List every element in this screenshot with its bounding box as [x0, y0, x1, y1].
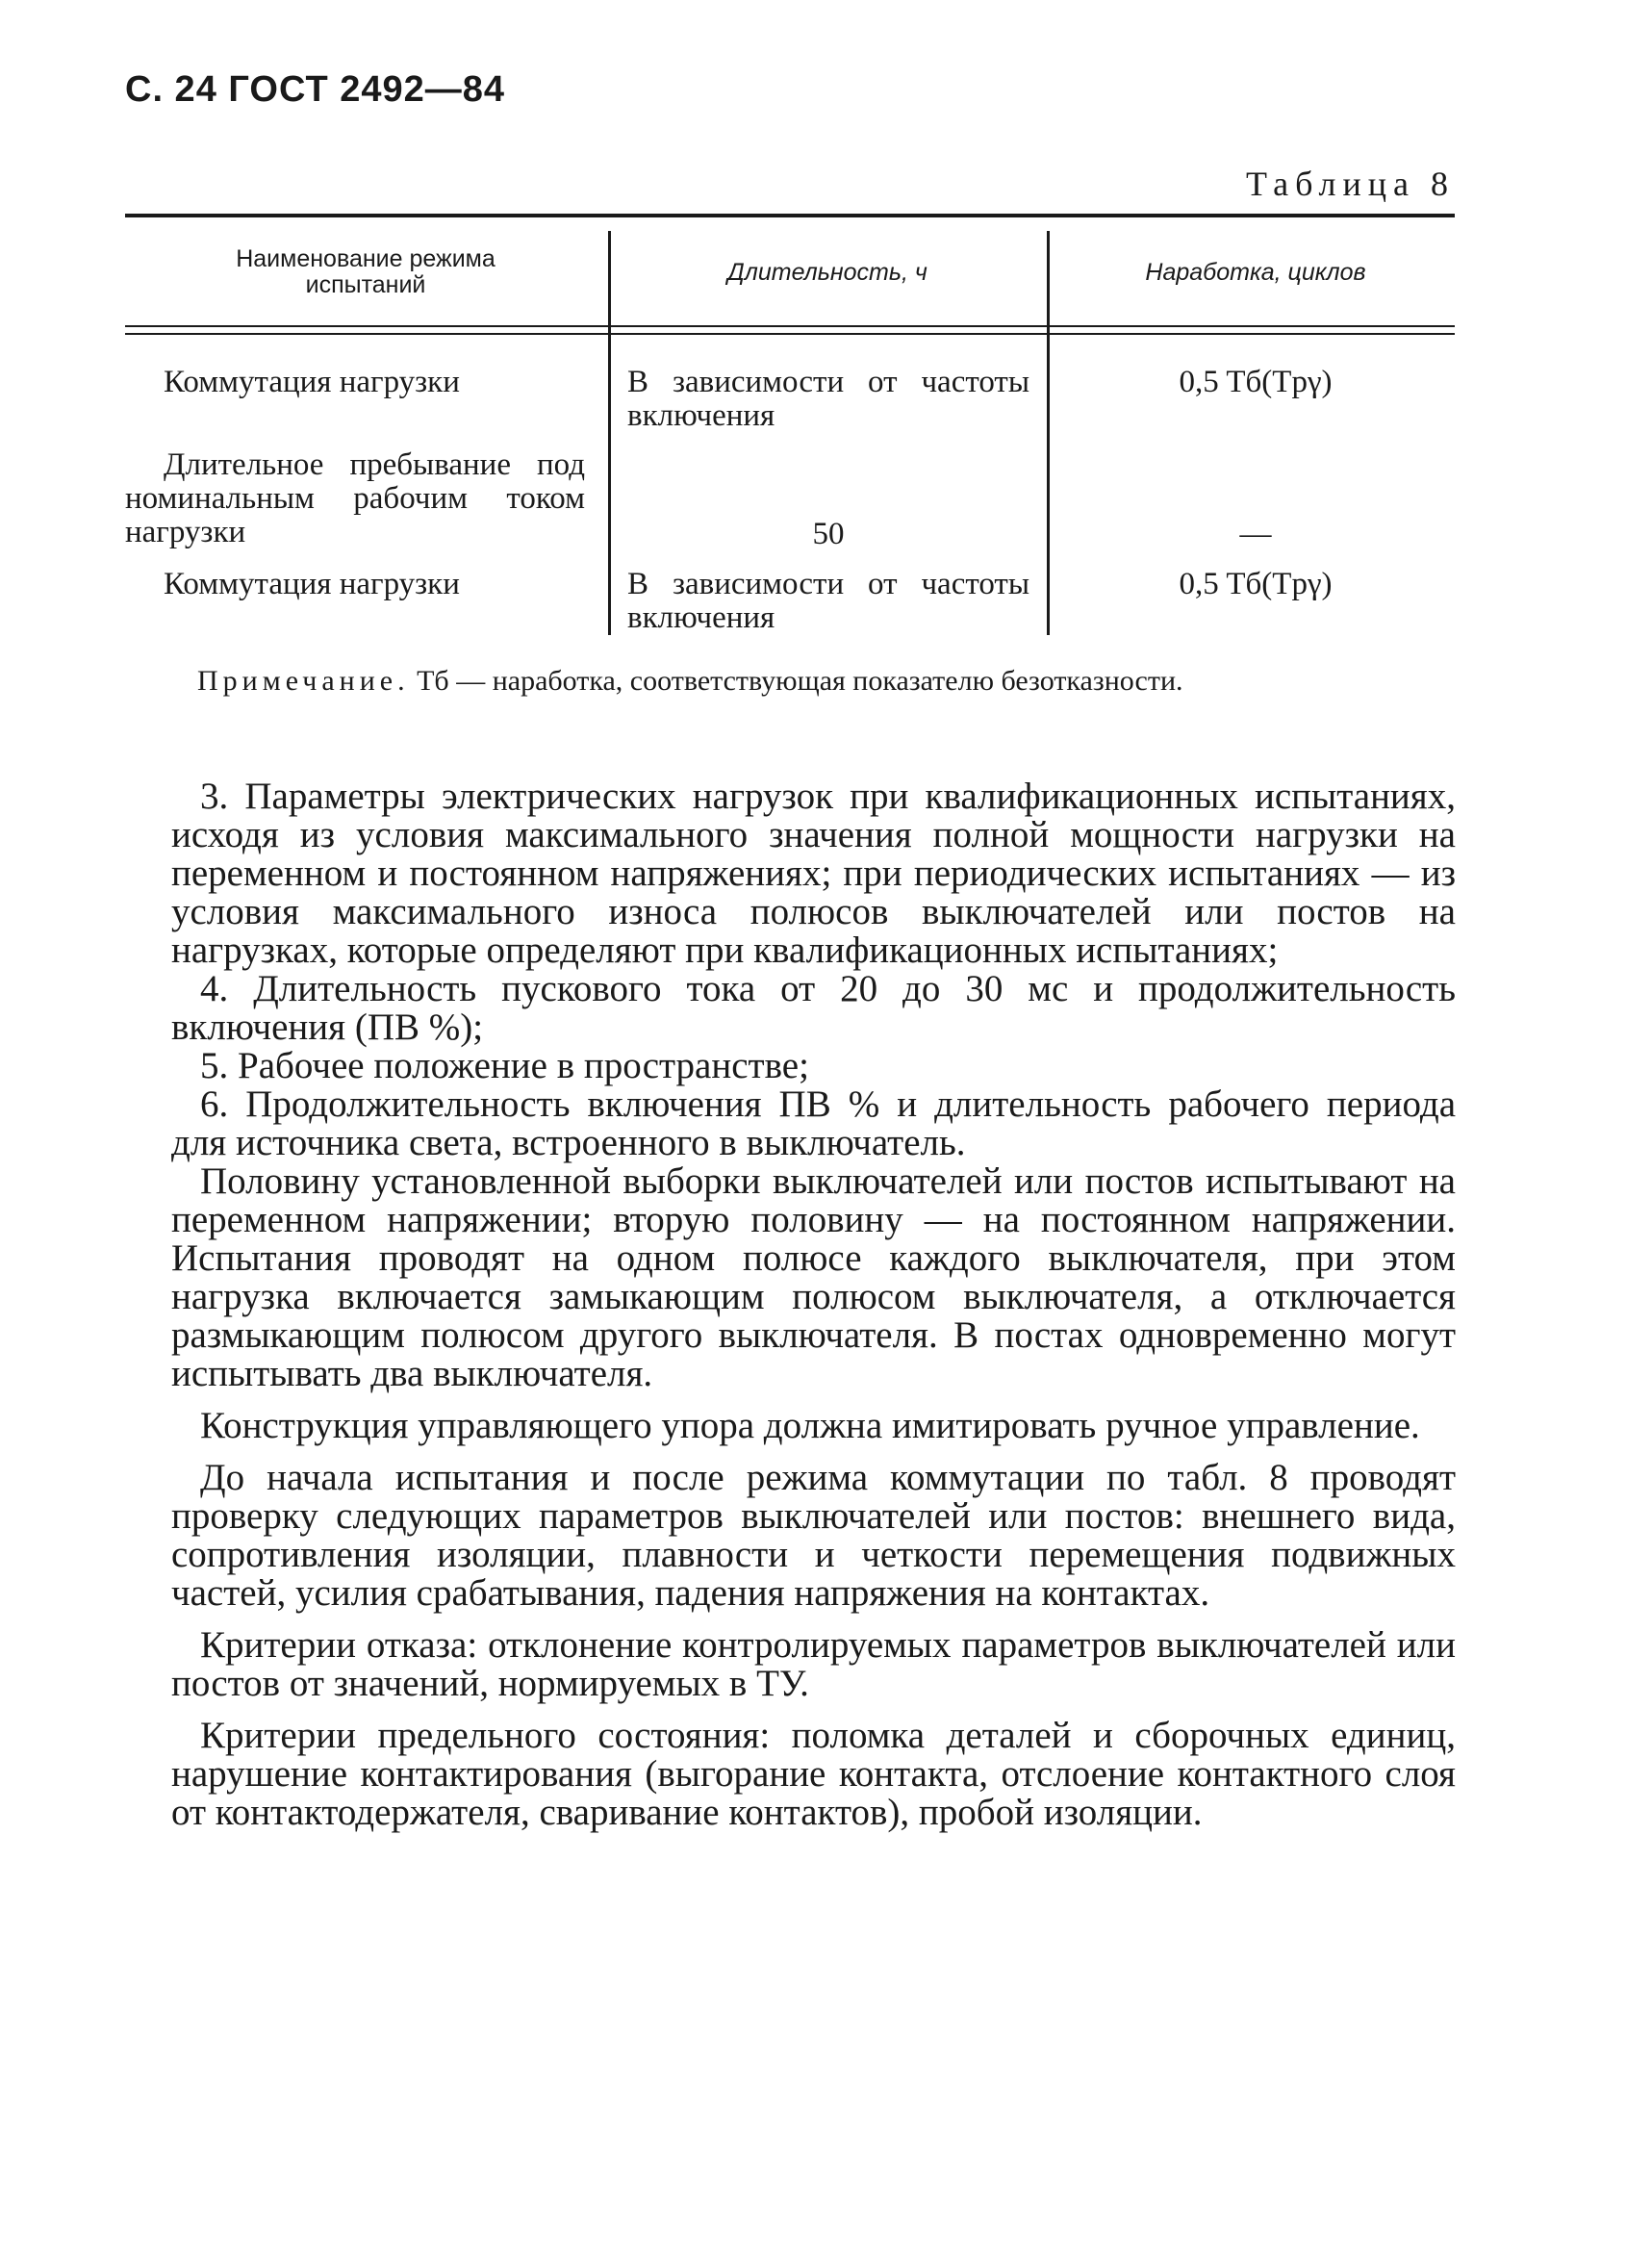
table-cell-mode: Коммутация нагрузки: [164, 365, 460, 399]
page-header: С. 24 ГОСТ 2492—84: [125, 69, 506, 110]
table-header-rule: [125, 325, 1455, 327]
paragraph-limit: Критерии предельного состояния: поломка деталей и сборочных единиц, нарушение контактирования (выгорание контакта, отслоение контактного слоя от контактодержателя, сваривание контактов), пробой изоляции.: [171, 1715, 1456, 1833]
table-header-rule-2: [125, 333, 1455, 335]
paragraph-checks: До начала испытания и после режима коммутации по табл. 8 проводят проверку следующих параметров выключателей или постов: внешнего вида, сопротивления изоляции, плавности и четкости перемещения подвижных частей, усилия срабатывания, падения напряжения на контактах.: [171, 1457, 1456, 1614]
table-cell-duration: В зависимости от частоты включения: [627, 365, 1029, 433]
paragraph-4: 4. Длительность пускового тока от 20 до 30 мс и продолжительность включения (ПВ %);: [171, 968, 1456, 1048]
table-cell-duration: 50: [812, 517, 845, 551]
table-column-divider: [608, 231, 611, 635]
table-note: [197, 664, 1448, 699]
paragraph-failure: Критерии отказа: отклонение контролируемых параметров выключателей или постов от значений, нормируемых в ТУ.: [171, 1624, 1456, 1704]
table-note-text: Tб — наработка, соответствующая показателю безотказности.: [417, 665, 1183, 697]
table-cell-duration: В зависимости от частоты включения: [627, 567, 1029, 635]
table-cell-cycles: 0,5 Tб(Tpγ): [1179, 365, 1333, 399]
table-top-rule: [125, 214, 1455, 217]
paragraph-3: 3. Параметры электрических нагрузок при квалификационных испытаниях, исходя из условия максимального значения полной мощности нагрузки на переменном и постоянном напряжениях; при периодических испытаниях — из условия максимального износа полюсов выключателей или постов на нагрузках, которые определяют при квалификационных испытаниях;: [171, 776, 1456, 971]
paragraph-stop: Конструкция управляющего упора должна имитировать ручное управление.: [200, 1405, 1420, 1446]
table-note-label: Примечание.: [197, 665, 410, 697]
table-caption: Таблица 8: [1246, 165, 1455, 203]
table-header-cycles: Наработка, циклов: [1145, 259, 1366, 286]
table-column-divider: [1047, 231, 1050, 635]
table-header-mode: Наименование режима испытаний: [236, 245, 495, 298]
table-header-duration: Длительность, ч: [727, 259, 927, 286]
paragraph-6: 6. Продолжительность включения ПВ % и длительность рабочего периода для источника света, встроенного в выключатель.: [171, 1083, 1456, 1163]
body-text: [171, 777, 1456, 1832]
table-cell-cycles: —: [1239, 517, 1272, 551]
paragraph-5: 5. Рабочее положение в пространстве;: [200, 1045, 809, 1086]
paragraph-sample: Половину установленной выборки выключателей или постов испытывают на переменном напряжении; вторую половину — на постоянном напряжении. Испытания проводят на одном полюсе каждого выключателя, при этом нагрузка включается замыкающим полюсом выключателя, а отключается размыкающим полюсом другого выключателя. В постах одновременно могут испытывать два выключателя.: [171, 1160, 1456, 1394]
table-cell-mode: Длительное пребывание под номинальным рабочим током нагрузки: [125, 447, 585, 549]
table-cell-mode: Коммутация нагрузки: [164, 567, 460, 601]
table-cell-cycles: 0,5 Tб(Tpγ): [1179, 567, 1333, 601]
